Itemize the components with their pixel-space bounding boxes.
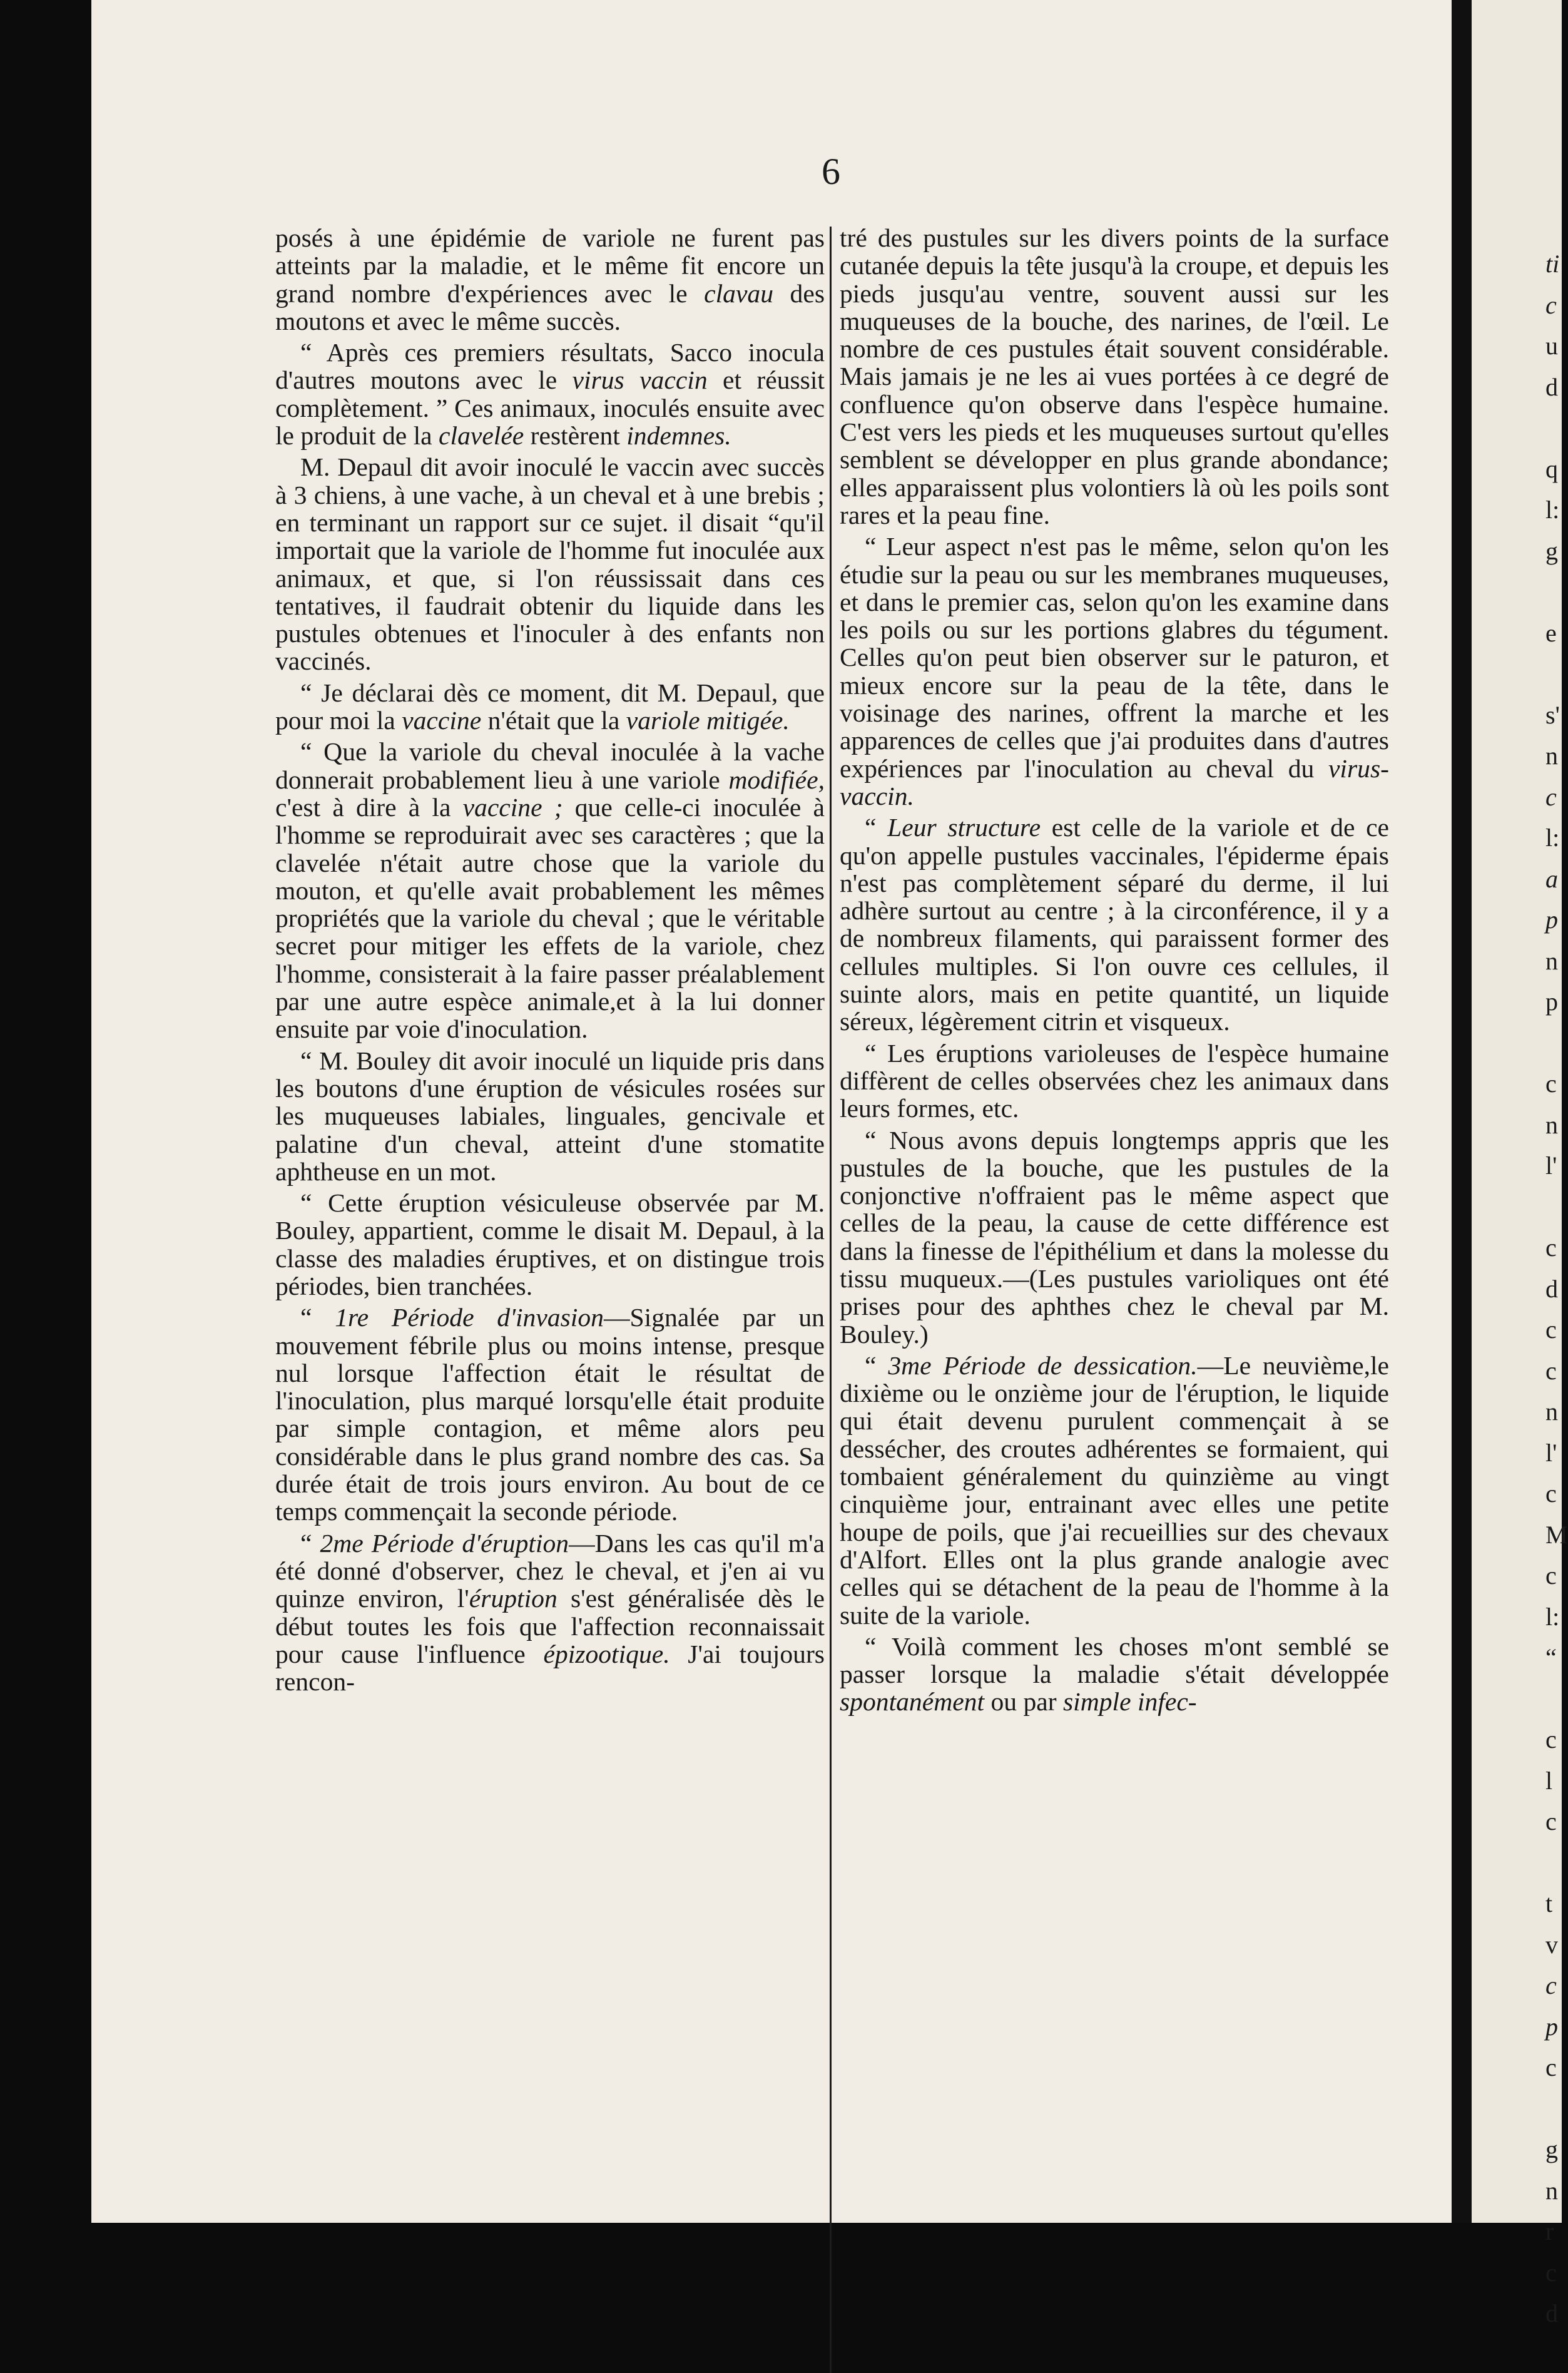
edge-fragment: c bbox=[1545, 2053, 1557, 2081]
paragraph bbox=[840, 1352, 1389, 1629]
edge-fragment: n bbox=[1545, 947, 1558, 975]
text-run: “ bbox=[865, 1350, 888, 1380]
italic-text-run: vaccine ; bbox=[462, 792, 563, 822]
paragraph bbox=[275, 339, 825, 449]
edge-fragment: t bbox=[1545, 1889, 1553, 1917]
paragraph bbox=[275, 1189, 825, 1300]
edge-fragment: c bbox=[1545, 1315, 1557, 1344]
paragraph bbox=[840, 1039, 1389, 1123]
italic-text-run: virus vaccin bbox=[572, 365, 708, 395]
italic-text-run: clavelée bbox=[439, 421, 524, 451]
italic-text-run: spontanément bbox=[840, 1687, 985, 1717]
italic-text-run: indemnes. bbox=[626, 421, 731, 451]
edge-fragment: l: bbox=[1545, 824, 1560, 852]
edge-fragment: n bbox=[1545, 742, 1558, 770]
text-run: que celle-ci inoculée à l'homme se reproduirait avec ses caractères ; que la clavelée n'était autre chose que la variole du mouton, et qu'elle avait probablement les mêmes propriétés que la variole du cheval ; que le véritable secret pour mitiger les effets de la variole, chez l'homme, consisterait à la faire passer préalablement par une autre espèce animale,et à la lui donner ensuite par voie d'inoculation. bbox=[275, 792, 825, 1044]
edge-fragment: c bbox=[1545, 1479, 1557, 1508]
edge-fragment: l: bbox=[1545, 1603, 1560, 1631]
text-run: “ Je déclarai dès ce moment, dit M. Depaul, que pour moi la bbox=[275, 678, 825, 735]
text-run: et réussit complètement. ” Ces animaux, inoculés ensuite avec le produit de la bbox=[275, 365, 825, 451]
text-run: “ Leur aspect n'est pas le même, selon qu'on les étudie sur la peau ou sur les membranes muqueuses, et dans le premier cas, selon qu'on les examine dans les poils ou sur les portions glabres du tégument. Celles qu'on peut bien observer sur le paturon, et mieux encore sur la peau de la tête, dans le voisinage des narines, offrent la marche et les apparences de celles que j'ai produites dans d'autres expériences par l'inoculation au cheval du bbox=[840, 532, 1389, 783]
paragraph bbox=[275, 453, 825, 675]
edge-fragment: g bbox=[1545, 2135, 1558, 2163]
edge-fragment: c bbox=[1545, 1357, 1557, 1385]
edge-fragment: c bbox=[1545, 1561, 1557, 1590]
edge-fragment: d bbox=[1545, 1275, 1558, 1303]
edge-fragment: n bbox=[1545, 2177, 1558, 2205]
page-gutter bbox=[1452, 0, 1472, 2223]
edge-fragment: l' bbox=[1545, 1439, 1557, 1467]
edge-fragment: c bbox=[1545, 1971, 1557, 1999]
italic-text-run: virus-vaccin. bbox=[840, 753, 1389, 810]
text-run: est celle de la variole et de ce qu'on appelle pustules vaccinales, l'épiderme épais n'est pas complètement séparé du derme, il lui adhère surtout au centre ; à la circonférence, il y a de nombreux filaments, qui paraissent former des cellules multiples. Si l'on ouvre ces cellules, il suinte alors, mais en petite quantité, un liquide séreux, légèrement citrin et visqueux. bbox=[840, 813, 1389, 1036]
paragraph bbox=[840, 814, 1389, 1035]
right-text-column bbox=[840, 224, 1389, 1720]
text-run: ou par bbox=[984, 1687, 1063, 1717]
edge-fragment: p bbox=[1545, 906, 1558, 934]
edge-fragment: s' bbox=[1545, 701, 1560, 729]
paragraph bbox=[275, 738, 825, 1043]
text-run: c'est à dire à la bbox=[275, 792, 463, 822]
text-run: “ Nous avons depuis longtemps appris que les pustules de la bouche, que les pustules de la conjonctive n'offraient pas le même aspect que celles de la peau, la cause de cette différence est dans la finesse de l'épithélium et dans la molesse du tissu muqueux.—(Les pustules varioliques ont été prises pour des aphthes chez le cheval par M. Bouley.) bbox=[840, 1125, 1389, 1349]
edge-fragment: M bbox=[1545, 1521, 1568, 1549]
text-run: “ bbox=[300, 1303, 335, 1332]
edge-fragment: ti bbox=[1545, 250, 1560, 278]
text-run: n'était que la bbox=[481, 706, 626, 735]
edge-fragment: c bbox=[1545, 783, 1557, 811]
italic-text-run: Leur structure bbox=[887, 813, 1041, 842]
italic-text-run: simple infec- bbox=[1062, 1687, 1197, 1717]
left-text-column bbox=[275, 224, 825, 1699]
edge-fragment: q bbox=[1545, 455, 1558, 483]
edge-fragment: c bbox=[1545, 1807, 1557, 1835]
text-run: J'ai toujours rencon- bbox=[275, 1639, 825, 1697]
text-run: “ Après ces premiers résultats, Sacco inocula d'autres moutons avec le bbox=[275, 338, 825, 395]
text-run: des moutons et avec le même succès. bbox=[275, 278, 825, 335]
text-run: —Le neuvième,le dixième ou le onzième jour de l'éruption, le liquide qui était devenu purulent commençait à se dessécher, des croutes adhérentes se formaient, qui tombaient généralement du quinzième au vingt cinquième jour, entrainant avec elles une petite houpe de poils, que j'ai recueillies sur des chevaux d'Alfort. Elles ont la plus grande analogie avec celles qui se détachent de la peau de l'homme à la suite de la variole. bbox=[840, 1350, 1389, 1630]
text-run: “ bbox=[300, 1528, 320, 1558]
italic-text-run: 3me Période de dessication. bbox=[888, 1350, 1198, 1380]
paragraph bbox=[840, 1633, 1389, 1716]
edge-fragment: u bbox=[1545, 332, 1558, 360]
paragraph bbox=[840, 533, 1389, 810]
edge-fragment: e bbox=[1545, 619, 1557, 647]
edge-fragment: l bbox=[1545, 1767, 1553, 1795]
column-divider bbox=[830, 227, 832, 2373]
italic-text-run: clavau bbox=[704, 278, 774, 308]
paragraph bbox=[275, 1304, 825, 1525]
italic-text-run: variole mitigée. bbox=[626, 706, 790, 735]
edge-fragment: a bbox=[1545, 865, 1558, 893]
edge-fragment: r bbox=[1545, 2217, 1554, 2245]
edge-fragment: c bbox=[1545, 2258, 1557, 2287]
text-run: “ bbox=[865, 813, 888, 842]
italic-text-run: éruption bbox=[469, 1584, 557, 1613]
paragraph bbox=[275, 1529, 825, 1696]
page-number: 6 bbox=[822, 151, 840, 192]
edge-fragment: d bbox=[1545, 2299, 1558, 2327]
edge-fragment: n bbox=[1545, 1397, 1558, 1426]
text-run: “ Les éruptions varioleuses de l'espèce humaine diffèrent de celles observées chez les animaux dans leurs formes, etc. bbox=[840, 1038, 1389, 1123]
edge-fragment: d bbox=[1545, 373, 1558, 401]
paragraph bbox=[840, 1126, 1389, 1348]
edge-fragment: g bbox=[1545, 537, 1558, 565]
text-run: “ Voilà comment les choses m'ont semblé se passer lorsque la maladie s'était développée bbox=[840, 1631, 1389, 1689]
italic-text-run: modifiée, bbox=[728, 765, 825, 794]
italic-text-run: épizootique. bbox=[543, 1639, 670, 1668]
edge-fragment: c bbox=[1545, 1069, 1557, 1098]
edge-fragment: p bbox=[1545, 2013, 1558, 2041]
edge-fragment: “ bbox=[1545, 1643, 1557, 1671]
edge-fragment: l' bbox=[1545, 1151, 1557, 1180]
text-run: —Dans les cas qu'il m'a été donné d'observer, chez le cheval, et j'en ai vu quinze environ, l' bbox=[275, 1528, 825, 1613]
text-run: “ Que la variole du cheval inoculée à la vache donnerait probablement lieu à une variole bbox=[275, 737, 825, 794]
text-run: “ M. Bouley dit avoir inoculé un liquide pris dans les boutons d'une éruption de vésicules rosées sur les muqueuses labiales, linguales, gencivale et palatine d'un cheval, atteint d'une stomatite aphtheuse en un mot. bbox=[275, 1046, 825, 1186]
text-run: —Signalée par un mouvement fébrile plus ou moins intense, presque nul lorsque l'affection était le résultat de l'inoculation, plus marqué lorsqu'elle était produite par simple contagion, et même alors peu considérable dans le plus grand nombre des cas. Sa durée était de trois jours environ. Au bout de ce temps commençait la seconde période. bbox=[275, 1303, 825, 1526]
text-run: tré des pustules sur les divers points de la surface cutanée depuis la tête jusqu'à la croupe, et depuis les pieds jusqu'au ventre, souvent aussi sur les muqueuses de la bouche, des narines, de l'œil. Le nombre de ces pustules était souvent considérable. Mais jamais je ne les ai vues portées à ce degré de confluence qu'on observe dans l'espèce humaine. C'est vers les pieds et les muqueuses surtout qu'elles semblent se développer en plus grande abondance; elles apparaissent plus volontiers là où les poils sont rares et la peau fine. bbox=[840, 223, 1389, 529]
italic-text-run: 1re Période d'invasion bbox=[335, 1303, 604, 1332]
paragraph bbox=[275, 679, 825, 735]
edge-fragment: l: bbox=[1545, 496, 1560, 524]
italic-text-run: 2me Période d'éruption bbox=[320, 1528, 569, 1558]
edge-fragment: v bbox=[1545, 1931, 1558, 1959]
text-run: restèrent bbox=[524, 421, 627, 451]
text-run: posés à une épidémie de variole ne furent pas atteints par la maladie, et le même fit encore un grand nombre d'expériences avec le bbox=[275, 223, 825, 308]
paragraph bbox=[275, 1047, 825, 1185]
paragraph bbox=[840, 224, 1389, 529]
edge-fragment: p bbox=[1545, 987, 1558, 1016]
edge-fragment: c bbox=[1545, 1725, 1557, 1753]
italic-text-run: vaccine bbox=[402, 706, 482, 735]
paragraph bbox=[275, 224, 825, 335]
text-run: “ Cette éruption vésiculeuse observée par M. Bouley, appartient, comme le disait M. Depaul, à la classe des maladies éruptives, et on distingue trois périodes, bien tranchées. bbox=[275, 1188, 825, 1300]
edge-fragment: c bbox=[1545, 1233, 1557, 1262]
text-run: s'est généralisée dès le début toutes les fois que l'affection reconnaissait pour cause l'influence bbox=[275, 1584, 825, 1668]
edge-fragment: n bbox=[1545, 1111, 1558, 1139]
text-run: M. Depaul dit avoir inoculé le vaccin avec succès à 3 chiens, à une vache, à un cheval et à une brebis ; en terminant un rapport sur ce sujet. il disait “qu'il importait que la variole de l'homme fut inoculée aux animaux, et que, si l'on réussissait dans ces tentatives, il faudrait obtenir du liquide dans les pustules obtenues et l'inoculer à des enfants non vaccinés. bbox=[275, 452, 825, 676]
edge-fragment: c bbox=[1545, 291, 1557, 319]
